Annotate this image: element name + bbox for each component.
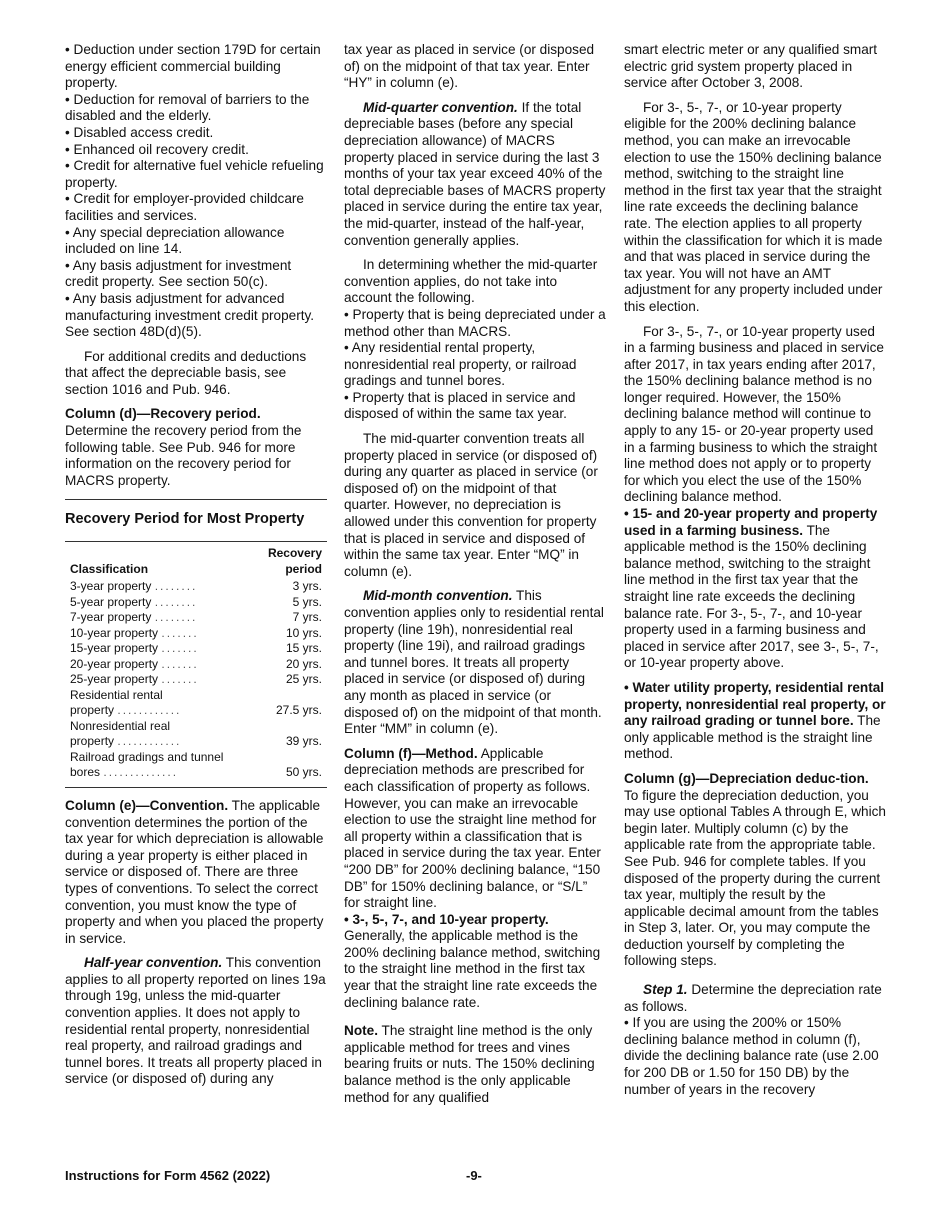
basis-bullet-list — [65, 42, 327, 341]
mid-quarter-paragraph: Mid-quarter convention. If the total depreciable bases (before any special depreciation allowance) of MACRS property placed in service during the last 3 months of your tax year exceed 40% of the total depreciable bases of MACRS property placed in service during the entire tax year, the mid-quarter, instead of the half-year, convention generally applies. — [344, 99, 606, 248]
table-row: 25-year property ....... 25 yrs. — [70, 672, 322, 687]
column-2 — [344, 42, 606, 1114]
table-row: Railroad gradings and tunnel bores .............. 50 yrs. — [70, 749, 322, 780]
list-item: • Property that is being depreciated under a method other than MACRS. — [344, 306, 606, 339]
table-row: 10-year property ....... 10 yrs. — [70, 625, 322, 640]
additional-credits-paragraph: For additional credits and deductions that affect the depreciable basis, see section 1016 and Pub. 946. — [65, 348, 307, 397]
recovery-table-title: Recovery Period for Most Property — [65, 511, 305, 528]
election-150-paragraph: For 3-, 5-, 7-, or 10-year property eligible for the 200% declining balance method, you can make an irrevocable election to use the 150% declining balance method, switching to the straight line method in the first tax year that the straight line rate exceeds the declining balance rate. The election applies to all property within the classification for which it is made and that was placed in service during the tax year. You will not have an AMT adjustment for any property included under this election. — [624, 99, 883, 314]
note-heading: Note. — [344, 1023, 378, 1039]
recovery-period-table — [65, 541, 327, 788]
list-item: • Any special depreciation allowance included on line 14. — [65, 224, 285, 257]
list-item: • Any residential rental property, nonresidential real property, or railroad gradings and tunnel bores. — [344, 340, 577, 389]
3-5-7-10-year-paragraph: • 3-, 5-, 7-, and 10-year property. Generally, the applicable method is the 200% declining balance method, switching to the straight line method in the first tax year that the straight line rate exceeds the declining balance rate. — [344, 911, 601, 1010]
column-e-heading: Column (e)—Convention. — [65, 797, 229, 813]
exclusion-bullet-list — [344, 307, 606, 423]
column-f-heading: Column (f)—Method. — [344, 745, 478, 761]
list-item: • Any basis adjustment for advanced manufacturing investment credit property. See section 48D(d)(5). — [65, 290, 315, 340]
water-utility-heading: Water utility property, residential rental property, nonresidential real property, or any railroad grading or tunnel bore. — [624, 679, 886, 729]
half-year-continued: tax year as placed in service (or disposed of) on the midpoint of that tax year. Enter “HY” in column (e). — [344, 42, 595, 91]
column-f-paragraph: Column (f)—Method. Applicable depreciation methods are prescribed for each classification of property as follows. However, you can make an irrevocable election to use the straight line method for all property within a classification that is placed in service during the tax year. Enter “200 DB” for 200% declining balance, “150 DB” for 150% declining balance, or “S/L” for straight line. — [344, 745, 601, 911]
column-g-paragraph: Column (g)—Depreciation deduc-tion. To figure the depreciation deduction, you may use optional Tables A through E, which begin later. Multiply column (c) by the applicable rate from the appropriate table. See Pub. 946 for complete tables. If you disposed of the property during the current tax year, multiply the result by the applicable decimal amount from the tables in Step 3, later. Or, you may compute the deduction yourself by completing the following steps. — [624, 770, 886, 969]
step-1-paragraph: Step 1. Determine the depreciation rate as follows. — [624, 982, 882, 1014]
recovery-period-header: Recovery period — [267, 546, 322, 576]
table-row: 7-year property ........ 7 yrs. — [70, 610, 322, 625]
table-row: 15-year property ....... 15 yrs. — [70, 641, 322, 656]
list-item: • Property that is placed in service and disposed of within the same tax year. — [344, 389, 576, 422]
mid-month-paragraph: Mid-month convention. This convention applies only to residential rental property (line 19h), nonresidential real property (line 19i), and railroad gradings and tunnel bores. It treats all property placed in service (or disposed of) during any month as placed in service (or disposed of) on the midpoint of that month. Enter “MM” in column (e). — [344, 588, 604, 737]
list-item: • Any basis adjustment for investment credit property. See section 50(c). — [65, 257, 292, 290]
column-e-paragraph: Column (e)—Convention. The applicable convention determines the portion of the tax year for which depreciation is allowable during a year property is either placed in service or disposed of. There are three types of conventions. To select the correct convention, you must know the type of property and when you placed the property in service. — [65, 797, 324, 946]
column-1 — [65, 42, 327, 1096]
classification-header: Classification — [70, 561, 149, 576]
column-d-heading: Column (d)—Recovery period. — [65, 406, 261, 422]
15-20-year-paragraph: • 15- and 20-year property and property used in a farming business. The applicable method is the 150% declining balance method, switching to the straight line method in the first tax year that the straight line rate exceeds the declining balance rate. For 3-, 5-, 7-, and 10-year property used in a farming business and placed in service after 2017, see 3-, 5-, 7-, or 10-year property above. — [624, 506, 879, 671]
list-item: • If you are using the 200% or 150% declining balance method in column (f), divide the declining balance rate (use 2.00 for 200 DB or 1.50 for 150 DB) by the number of years in the recovery — [624, 1015, 879, 1097]
note-paragraph: Note. The straight line method is the only applicable method for trees and vines bearing fruits or nuts. The 150% declining balance method is the only applicable method for any qualified — [344, 1023, 595, 1105]
determining-paragraph: In determining whether the mid-quarter convention applies, do not take into account the following. — [344, 257, 598, 306]
mid-quarter-treats-paragraph: The mid-quarter convention treats all property placed in service (or disposed of) during any quarter as placed in service (or disposed of) on the midpoint of that quarter. However, no depreciation is allowed under this convention for property that is placed in service and disposed of within the same tax year. Enter “MQ” in column (e). — [344, 431, 598, 579]
note-continued: smart electric meter or any qualified smart electric grid system property placed in service after October 3, 2008. — [624, 42, 878, 91]
table-row: 5-year property ........ 5 yrs. — [70, 594, 322, 609]
table-header-row — [65, 542, 327, 580]
step-1-heading: Step 1. — [643, 982, 688, 998]
farming-business-paragraph: For 3-, 5-, 7-, or 10-year property used in a farming business and placed in service after 2017, in tax years ending after 2017, the 150% declining balance method is no longer required. However, the 150% declining balance method will continue to apply to any 15- or 20-year property used in a farming business to which the straight line method does not apply or to property for which you elect the use of the 150% declining balance method. — [624, 323, 884, 505]
list-item: • Disabled access credit. — [65, 124, 214, 140]
mid-month-heading: Mid-month convention. — [363, 588, 513, 604]
3-5-7-10-year-heading: 3-, 5-, 7-, and 10-year property. — [352, 911, 549, 927]
table-row: Residential rental property ............ 27.5 yrs. — [70, 687, 322, 718]
half-year-heading: Half-year convention. — [84, 955, 223, 971]
table-row: 20-year property ....... 20 yrs. — [70, 656, 322, 671]
table-row: Nonresidential real property ............ 39 yrs. — [70, 718, 322, 749]
mid-quarter-heading: Mid-quarter convention. — [363, 99, 518, 115]
recovery-period-table-box — [65, 499, 327, 788]
table-row: 3-year property ........ 3 yrs. — [70, 579, 322, 594]
list-item: • Deduction for removal of barriers to the disabled and the elderly. — [65, 91, 310, 124]
list-item: • Enhanced oil recovery credit. — [65, 141, 249, 157]
half-year-paragraph: Half-year convention. This convention applies to all property reported on lines 19a through 19g, unless the mid-quarter convention applies. It does not apply to residential rental property, nonresidential real property, and railroad gradings and tunnel bores. It treats all property placed in service (or disposed of) during any — [65, 955, 326, 1087]
column-3 — [624, 42, 886, 1106]
water-utility-paragraph: • Water utility property, residential rental property, nonresidential real property, or any railroad grading or tunnel bore. The only applicable method is the straight line method. — [624, 679, 886, 762]
list-item: • Deduction under section 179D for certain energy efficient commercial building property. — [65, 42, 321, 91]
column-g-heading: Column (g)—Depreciation deduc-tion. — [624, 770, 869, 786]
footer-form-title: Instructions for Form 4562 (2022) — [65, 1168, 271, 1183]
page-number: -9- — [466, 1168, 482, 1183]
list-item: • Credit for employer-provided childcare facilities and services. — [65, 191, 304, 223]
column-d-paragraph: Column (d)—Recovery period. Determine the recovery period from the following table. See Pub. 946 for more information on the recovery period for MACRS property. — [65, 406, 302, 488]
15-20-year-heading: 15- and 20-year property and property used in a farming business. — [624, 506, 878, 538]
list-item: • Credit for alternative fuel vehicle refueling property. — [65, 158, 324, 190]
